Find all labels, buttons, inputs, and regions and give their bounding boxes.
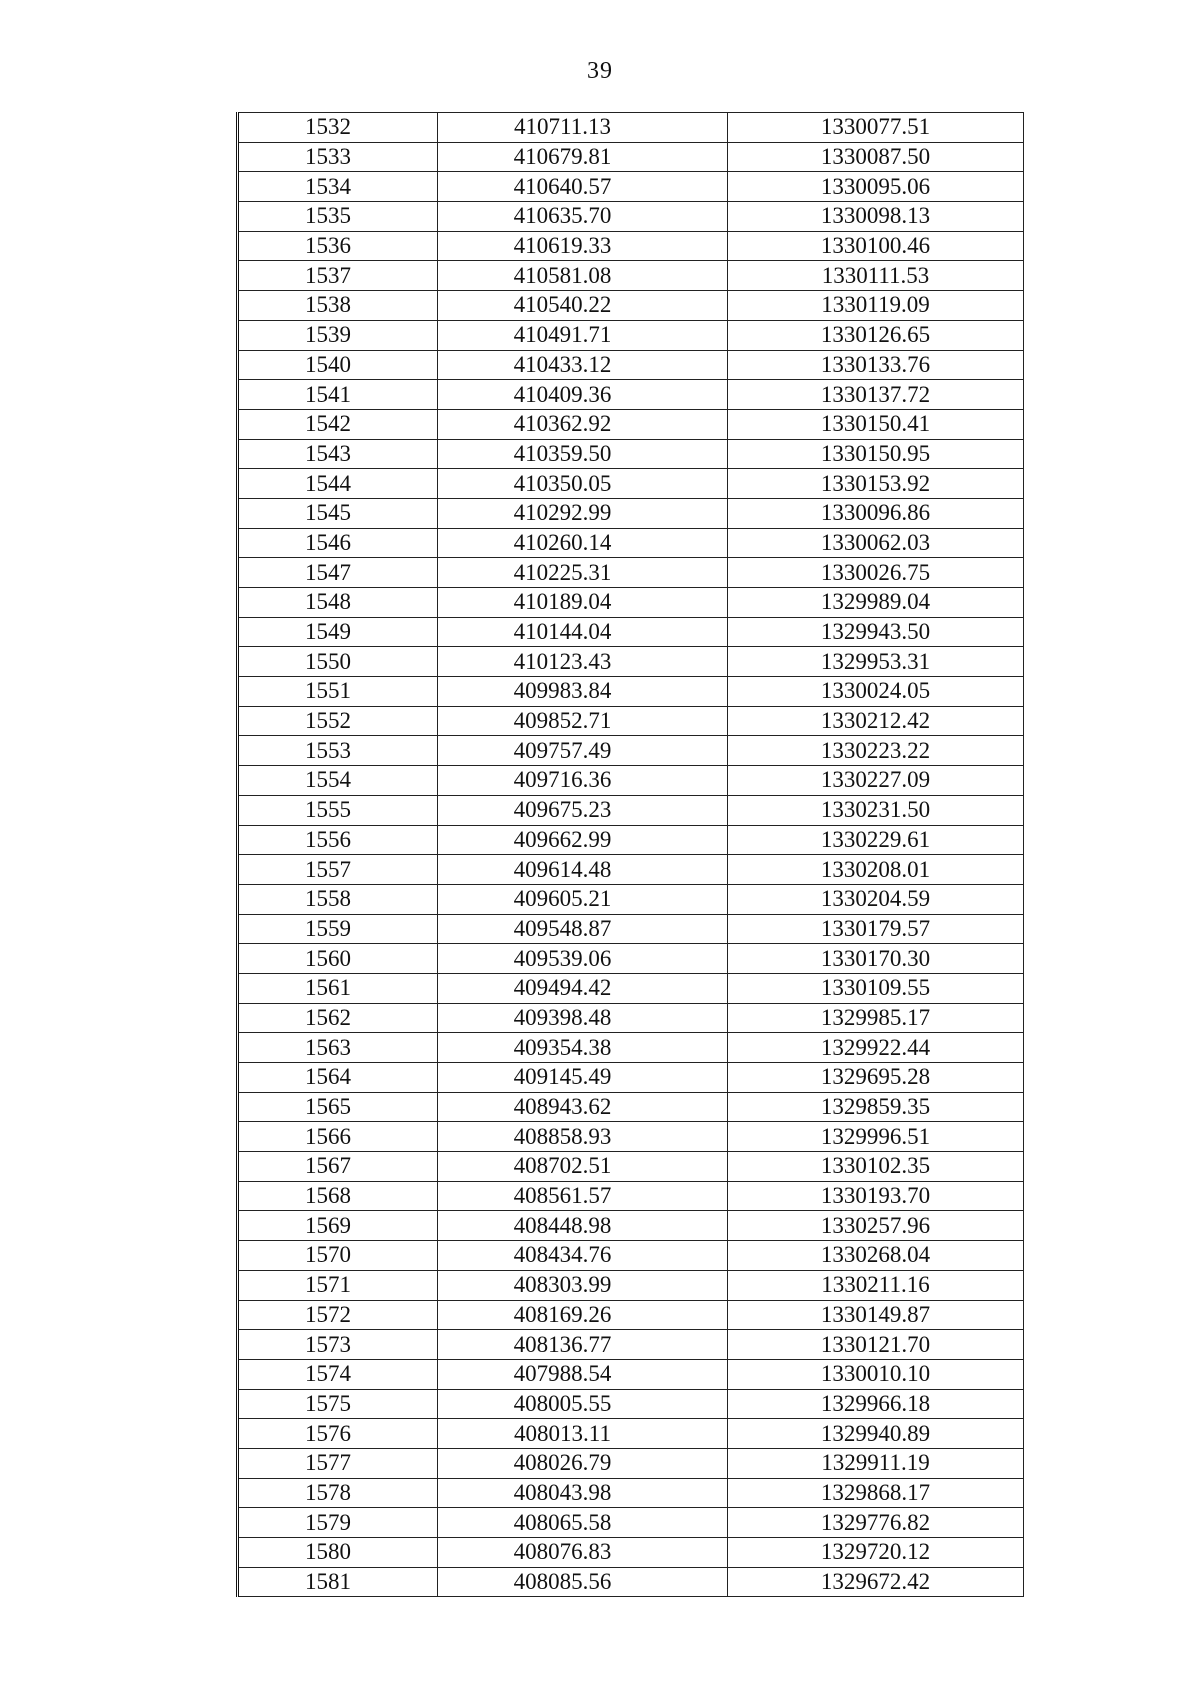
point-number-cell: 1576 (238, 1419, 438, 1449)
table-row (238, 498, 1024, 528)
y-coordinate-cell: 1329720.12 (728, 1538, 1024, 1568)
point-number-cell: 1573 (238, 1330, 438, 1360)
x-coordinate-cell: 410409.36 (438, 380, 728, 410)
y-coordinate-cell: 1330133.76 (728, 350, 1024, 380)
point-number-cell: 1556 (238, 825, 438, 855)
table-row (238, 1003, 1024, 1033)
x-coordinate-cell: 408076.83 (438, 1538, 728, 1568)
y-coordinate-cell: 1329695.28 (728, 1063, 1024, 1093)
point-number-cell: 1537 (238, 261, 438, 291)
point-number-cell: 1580 (238, 1538, 438, 1568)
point-number-cell: 1567 (238, 1152, 438, 1182)
point-number-cell: 1534 (238, 172, 438, 202)
y-coordinate-cell: 1330150.41 (728, 409, 1024, 439)
table-row (238, 1033, 1024, 1063)
table-row (238, 1092, 1024, 1122)
table-row (238, 1241, 1024, 1271)
x-coordinate-cell: 408561.57 (438, 1181, 728, 1211)
table-row (238, 1300, 1024, 1330)
y-coordinate-cell: 1330109.55 (728, 973, 1024, 1003)
x-coordinate-cell: 409675.23 (438, 795, 728, 825)
table-row (238, 291, 1024, 321)
table-row (238, 172, 1024, 202)
table-row (238, 231, 1024, 261)
point-number-cell: 1554 (238, 766, 438, 796)
x-coordinate-cell: 409548.87 (438, 914, 728, 944)
y-coordinate-cell: 1329996.51 (728, 1122, 1024, 1152)
y-coordinate-cell: 1329989.04 (728, 588, 1024, 618)
point-number-cell: 1565 (238, 1092, 438, 1122)
y-coordinate-cell: 1329953.31 (728, 647, 1024, 677)
y-coordinate-cell: 1329776.82 (728, 1508, 1024, 1538)
table-row (238, 1538, 1024, 1568)
y-coordinate-cell: 1330227.09 (728, 766, 1024, 796)
point-number-cell: 1568 (238, 1181, 438, 1211)
y-coordinate-cell: 1330229.61 (728, 825, 1024, 855)
x-coordinate-cell: 410189.04 (438, 588, 728, 618)
x-coordinate-cell: 409145.49 (438, 1063, 728, 1093)
x-coordinate-cell: 410540.22 (438, 291, 728, 321)
table-row (238, 617, 1024, 647)
point-number-cell: 1546 (238, 528, 438, 558)
table-row (238, 588, 1024, 618)
y-coordinate-cell: 1330010.10 (728, 1359, 1024, 1389)
x-coordinate-cell: 408043.98 (438, 1478, 728, 1508)
point-number-cell: 1572 (238, 1300, 438, 1330)
y-coordinate-cell: 1329985.17 (728, 1003, 1024, 1033)
x-coordinate-cell: 408702.51 (438, 1152, 728, 1182)
x-coordinate-cell: 410491.71 (438, 320, 728, 350)
y-coordinate-cell: 1330062.03 (728, 528, 1024, 558)
point-number-cell: 1549 (238, 617, 438, 647)
y-coordinate-cell: 1330087.50 (728, 142, 1024, 172)
table-row (238, 825, 1024, 855)
x-coordinate-cell: 408136.77 (438, 1330, 728, 1360)
x-coordinate-cell: 408858.93 (438, 1122, 728, 1152)
x-coordinate-cell: 408013.11 (438, 1419, 728, 1449)
x-coordinate-cell: 408434.76 (438, 1241, 728, 1271)
point-number-cell: 1558 (238, 884, 438, 914)
y-coordinate-cell: 1329922.44 (728, 1033, 1024, 1063)
point-number-cell: 1574 (238, 1359, 438, 1389)
table-row (238, 1122, 1024, 1152)
y-coordinate-cell: 1330170.30 (728, 944, 1024, 974)
table-row (238, 795, 1024, 825)
coordinates-table (236, 112, 1024, 1597)
point-number-cell: 1544 (238, 469, 438, 499)
table-row (238, 469, 1024, 499)
point-number-cell: 1539 (238, 320, 438, 350)
x-coordinate-cell: 410679.81 (438, 142, 728, 172)
table-row (238, 914, 1024, 944)
x-coordinate-cell: 409757.49 (438, 736, 728, 766)
x-coordinate-cell: 409398.48 (438, 1003, 728, 1033)
y-coordinate-cell: 1329943.50 (728, 617, 1024, 647)
point-number-cell: 1557 (238, 855, 438, 885)
point-number-cell: 1564 (238, 1063, 438, 1093)
x-coordinate-cell: 408303.99 (438, 1270, 728, 1300)
table-row (238, 706, 1024, 736)
y-coordinate-cell: 1330095.06 (728, 172, 1024, 202)
table-row (238, 1389, 1024, 1419)
x-coordinate-cell: 409354.38 (438, 1033, 728, 1063)
x-coordinate-cell: 409852.71 (438, 706, 728, 736)
x-coordinate-cell: 408448.98 (438, 1211, 728, 1241)
y-coordinate-cell: 1330231.50 (728, 795, 1024, 825)
point-number-cell: 1555 (238, 795, 438, 825)
point-number-cell: 1535 (238, 202, 438, 232)
table-row (238, 944, 1024, 974)
x-coordinate-cell: 408169.26 (438, 1300, 728, 1330)
point-number-cell: 1532 (238, 113, 438, 143)
table-row (238, 1508, 1024, 1538)
table-row (238, 1448, 1024, 1478)
table-row (238, 1330, 1024, 1360)
y-coordinate-cell: 1330149.87 (728, 1300, 1024, 1330)
y-coordinate-cell: 1330223.22 (728, 736, 1024, 766)
table-row (238, 1478, 1024, 1508)
x-coordinate-cell: 409539.06 (438, 944, 728, 974)
table-row (238, 439, 1024, 469)
table-row (238, 142, 1024, 172)
y-coordinate-cell: 1330268.04 (728, 1241, 1024, 1271)
point-number-cell: 1562 (238, 1003, 438, 1033)
y-coordinate-cell: 1330098.13 (728, 202, 1024, 232)
table-row (238, 1181, 1024, 1211)
y-coordinate-cell: 1330257.96 (728, 1211, 1024, 1241)
y-coordinate-cell: 1330137.72 (728, 380, 1024, 410)
point-number-cell: 1575 (238, 1389, 438, 1419)
y-coordinate-cell: 1330026.75 (728, 558, 1024, 588)
y-coordinate-cell: 1330121.70 (728, 1330, 1024, 1360)
x-coordinate-cell: 410711.13 (438, 113, 728, 143)
x-coordinate-cell: 407988.54 (438, 1359, 728, 1389)
table-row (238, 409, 1024, 439)
table-row (238, 766, 1024, 796)
y-coordinate-cell: 1330096.86 (728, 498, 1024, 528)
table-row (238, 855, 1024, 885)
x-coordinate-cell: 409614.48 (438, 855, 728, 885)
table-row (238, 320, 1024, 350)
table-row (238, 380, 1024, 410)
y-coordinate-cell: 1329966.18 (728, 1389, 1024, 1419)
y-coordinate-cell: 1330102.35 (728, 1152, 1024, 1182)
y-coordinate-cell: 1329911.19 (728, 1448, 1024, 1478)
y-coordinate-cell: 1329940.89 (728, 1419, 1024, 1449)
x-coordinate-cell: 409716.36 (438, 766, 728, 796)
y-coordinate-cell: 1330119.09 (728, 291, 1024, 321)
coordinates-table-container (236, 112, 1022, 1597)
x-coordinate-cell: 410144.04 (438, 617, 728, 647)
table-row (238, 647, 1024, 677)
y-coordinate-cell: 1330077.51 (728, 113, 1024, 143)
point-number-cell: 1561 (238, 973, 438, 1003)
x-coordinate-cell: 410640.57 (438, 172, 728, 202)
point-number-cell: 1540 (238, 350, 438, 380)
y-coordinate-cell: 1330150.95 (728, 439, 1024, 469)
point-number-cell: 1536 (238, 231, 438, 261)
point-number-cell: 1550 (238, 647, 438, 677)
x-coordinate-cell: 410359.50 (438, 439, 728, 469)
table-row (238, 1063, 1024, 1093)
y-coordinate-cell: 1330208.01 (728, 855, 1024, 885)
point-number-cell: 1579 (238, 1508, 438, 1538)
point-number-cell: 1543 (238, 439, 438, 469)
y-coordinate-cell: 1330179.57 (728, 914, 1024, 944)
y-coordinate-cell: 1330111.53 (728, 261, 1024, 291)
table-row (238, 113, 1024, 143)
table-row (238, 558, 1024, 588)
point-number-cell: 1547 (238, 558, 438, 588)
x-coordinate-cell: 410260.14 (438, 528, 728, 558)
point-number-cell: 1553 (238, 736, 438, 766)
y-coordinate-cell: 1329859.35 (728, 1092, 1024, 1122)
point-number-cell: 1541 (238, 380, 438, 410)
x-coordinate-cell: 408026.79 (438, 1448, 728, 1478)
point-number-cell: 1566 (238, 1122, 438, 1152)
y-coordinate-cell: 1330024.05 (728, 677, 1024, 707)
point-number-cell: 1563 (238, 1033, 438, 1063)
page-number: 39 (587, 58, 613, 84)
table-row (238, 973, 1024, 1003)
x-coordinate-cell: 408065.58 (438, 1508, 728, 1538)
point-number-cell: 1548 (238, 588, 438, 618)
point-number-cell: 1577 (238, 1448, 438, 1478)
table-row (238, 884, 1024, 914)
y-coordinate-cell: 1329672.42 (728, 1567, 1024, 1597)
point-number-cell: 1581 (238, 1567, 438, 1597)
x-coordinate-cell: 408005.55 (438, 1389, 728, 1419)
table-row (238, 528, 1024, 558)
x-coordinate-cell: 410433.12 (438, 350, 728, 380)
x-coordinate-cell: 410635.70 (438, 202, 728, 232)
point-number-cell: 1569 (238, 1211, 438, 1241)
x-coordinate-cell: 410619.33 (438, 231, 728, 261)
x-coordinate-cell: 410292.99 (438, 498, 728, 528)
point-number-cell: 1542 (238, 409, 438, 439)
point-number-cell: 1578 (238, 1478, 438, 1508)
table-row (238, 1359, 1024, 1389)
table-row (238, 261, 1024, 291)
table-row (238, 1211, 1024, 1241)
y-coordinate-cell: 1330212.42 (728, 706, 1024, 736)
table-row (238, 1567, 1024, 1597)
table-row (238, 1419, 1024, 1449)
table-row (238, 1152, 1024, 1182)
y-coordinate-cell: 1330126.65 (728, 320, 1024, 350)
y-coordinate-cell: 1330153.92 (728, 469, 1024, 499)
table-row (238, 736, 1024, 766)
point-number-cell: 1533 (238, 142, 438, 172)
point-number-cell: 1570 (238, 1241, 438, 1271)
y-coordinate-cell: 1330100.46 (728, 231, 1024, 261)
point-number-cell: 1560 (238, 944, 438, 974)
point-number-cell: 1551 (238, 677, 438, 707)
x-coordinate-cell: 408085.56 (438, 1567, 728, 1597)
x-coordinate-cell: 410123.43 (438, 647, 728, 677)
point-number-cell: 1545 (238, 498, 438, 528)
table-row (238, 350, 1024, 380)
x-coordinate-cell: 410362.92 (438, 409, 728, 439)
y-coordinate-cell: 1330204.59 (728, 884, 1024, 914)
x-coordinate-cell: 409494.42 (438, 973, 728, 1003)
point-number-cell: 1571 (238, 1270, 438, 1300)
point-number-cell: 1559 (238, 914, 438, 944)
x-coordinate-cell: 410225.31 (438, 558, 728, 588)
table-row (238, 1270, 1024, 1300)
point-number-cell: 1538 (238, 291, 438, 321)
x-coordinate-cell: 410350.05 (438, 469, 728, 499)
table-row (238, 677, 1024, 707)
x-coordinate-cell: 410581.08 (438, 261, 728, 291)
coordinates-table-body (238, 113, 1024, 1597)
x-coordinate-cell: 409605.21 (438, 884, 728, 914)
x-coordinate-cell: 409662.99 (438, 825, 728, 855)
point-number-cell: 1552 (238, 706, 438, 736)
x-coordinate-cell: 409983.84 (438, 677, 728, 707)
y-coordinate-cell: 1329868.17 (728, 1478, 1024, 1508)
table-row (238, 202, 1024, 232)
y-coordinate-cell: 1330211.16 (728, 1270, 1024, 1300)
x-coordinate-cell: 408943.62 (438, 1092, 728, 1122)
y-coordinate-cell: 1330193.70 (728, 1181, 1024, 1211)
